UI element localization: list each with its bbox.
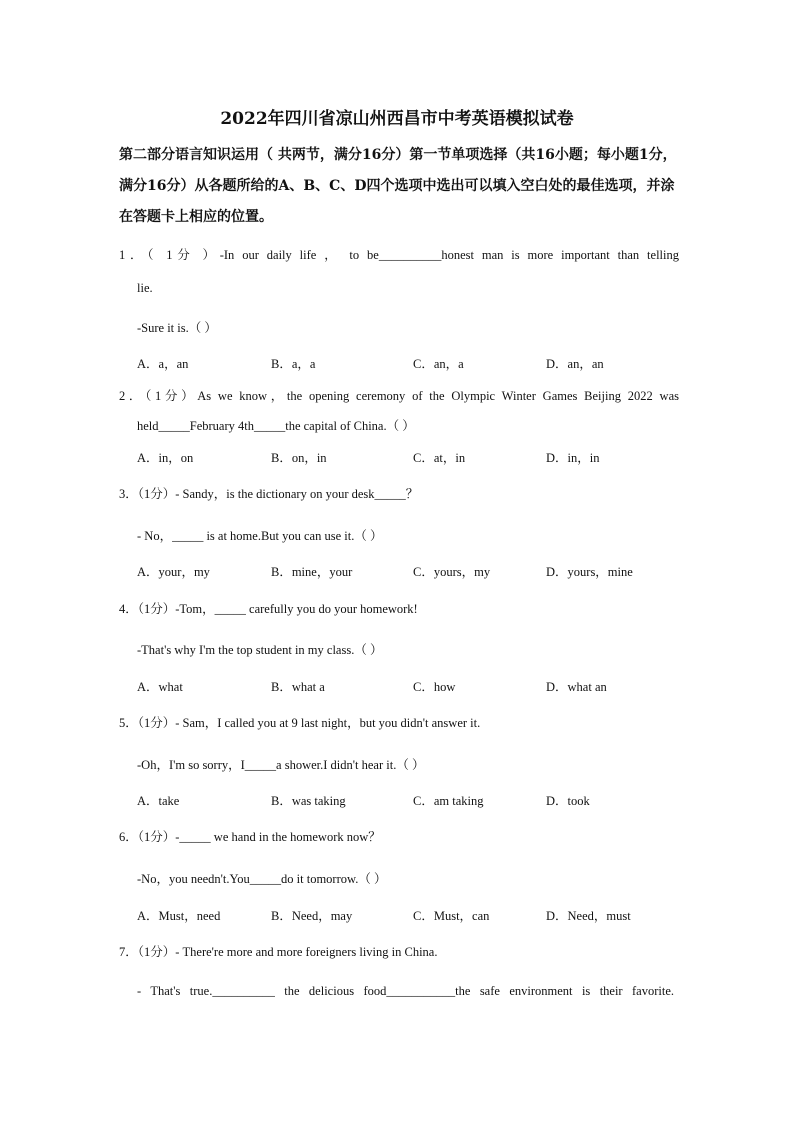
question-2-option-b[interactable]: B．on，in [271, 451, 327, 465]
question-3-reply: - No，_____ is at home.But you can use it.（ ） [137, 529, 383, 543]
question-6-options [137, 906, 697, 924]
question-4-options [137, 677, 697, 695]
question-5-option-a[interactable]: A．take [137, 794, 180, 808]
question-4-option-c[interactable]: C．how [413, 680, 456, 694]
question-4-option-a[interactable]: A．what [137, 680, 183, 694]
question-5-option-d[interactable]: D．took [546, 794, 590, 808]
question-1-option-d[interactable]: D．an，an [546, 357, 604, 371]
question-3-option-c[interactable]: C．yours，my [413, 565, 491, 579]
question-1-option-a[interactable]: A．a，an [137, 357, 189, 371]
question-2-options [137, 448, 697, 466]
question-2-stem: 2．（1分）As we know，the opening ceremony of the Olympic Winter Games Beijing 2022 was [119, 389, 679, 403]
question-7-stem: 7．（1分）- There're more and more foreigners living in China. [119, 945, 438, 959]
question-7-reply: - That's true.__________ the delicious food___________the safe environment is their favorite. [137, 984, 674, 998]
question-2-option-c[interactable]: C．at，in [413, 451, 466, 465]
question-5-stem: 5．（1分）- Sam，I called you at 9 last night，but you didn't answer it. [119, 716, 481, 730]
question-5-options [137, 791, 697, 809]
question-1-reply: -Sure it is.（ ） [137, 321, 217, 335]
question-6-option-c[interactable]: C．Must，can [413, 909, 490, 923]
section-instructions: 第二部分语言知识运用（ 共两节，满分16分）第一节单项选择（共16小题；每小题1分，满分16分）从各题所给的A、B、C、D四个选项中选出可以填入空白处的最佳选项，并涂在答题卡上相应的位置。 [119, 147, 677, 225]
question-4-reply: -That's why I'm the top student in my class.（ ） [137, 643, 383, 657]
question-4-stem: 4．（1分）-Tom，_____ carefully you do your homework! [119, 602, 418, 616]
question-6-stem: 6．（1分）-_____ we hand in the homework now？ [119, 830, 381, 844]
question-6-option-b[interactable]: B．Need，may [271, 909, 353, 923]
question-2-stem-cont: held_____February 4th_____the capital of China.（ ） [137, 419, 415, 433]
page-title: 2022年四川省凉山州西昌市中考英语模拟试卷 [220, 109, 574, 129]
question-2-option-d[interactable]: D．in，in [546, 451, 600, 465]
question-3-stem: 3．（1分）- Sandy，is the dictionary on your desk_____？ [119, 487, 419, 501]
question-3-options [137, 562, 697, 580]
question-5-option-c[interactable]: C．am taking [413, 794, 484, 808]
question-2-option-a[interactable]: A．in，on [137, 451, 194, 465]
question-1-option-c[interactable]: C．an，a [413, 357, 464, 371]
question-4-option-d[interactable]: D．what an [546, 680, 607, 694]
question-5-reply: -Oh，I'm so sorry，I_____a shower.I didn't hear it.（ ） [137, 758, 425, 772]
question-1-stem: 1．（ 1分 ）-In our daily life ， to be__________honest man is more important than telling [119, 248, 679, 262]
question-1-stem-cont: lie. [137, 281, 153, 295]
question-4-option-b[interactable]: B．what a [271, 680, 325, 694]
question-1-option-b[interactable]: B．a，a [271, 357, 316, 371]
question-5-option-b[interactable]: B．was taking [271, 794, 346, 808]
question-6-option-a[interactable]: A．Must，need [137, 909, 221, 923]
question-3-option-d[interactable]: D．yours，mine [546, 565, 633, 579]
question-6-option-d[interactable]: D．Need，must [546, 909, 631, 923]
question-3-option-a[interactable]: A．your，my [137, 565, 210, 579]
question-6-reply: -No，you needn't.You_____do it tomorrow.（ ） [137, 872, 387, 886]
question-1-options [137, 354, 697, 372]
question-3-option-b[interactable]: B．mine，your [271, 565, 353, 579]
